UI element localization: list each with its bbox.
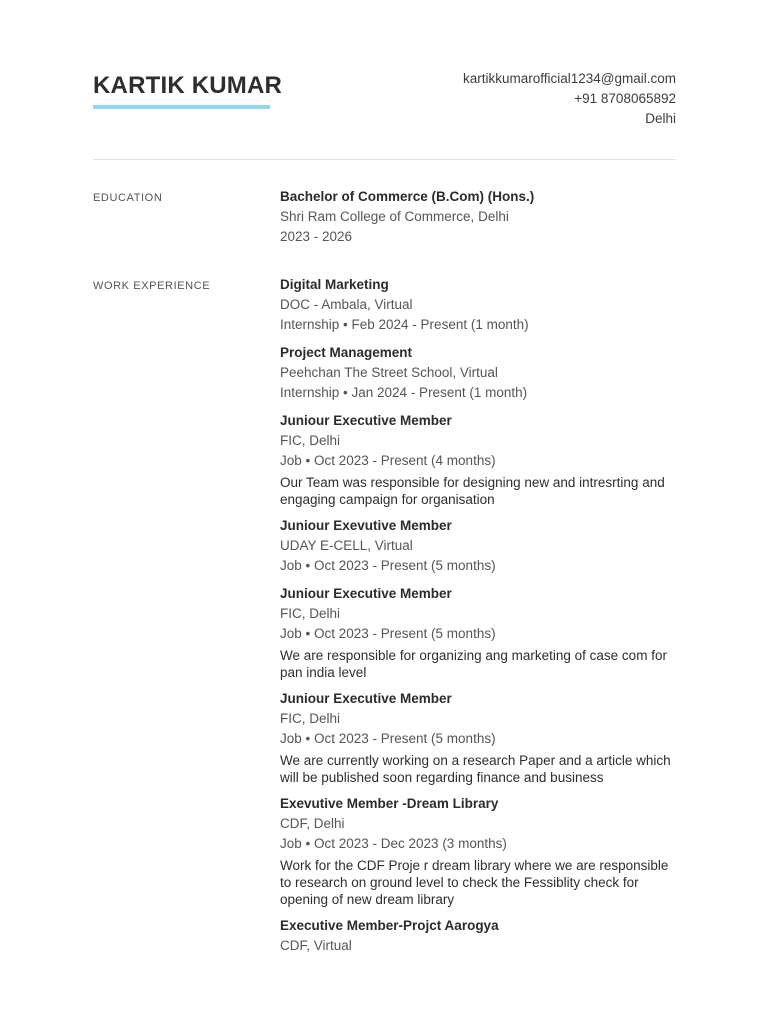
job-description: Work for the CDF Proje r dream library where we are responsible to research on ground level to check the Fessiblity check for opening of new dream library xyxy=(280,858,669,907)
job-organization: DOC - Ambala, Virtual xyxy=(280,297,413,312)
contact-location: Delhi xyxy=(645,111,676,126)
job-description: We are responsible for organizing ang marketing of case com for pan india level xyxy=(280,648,667,680)
job-title: Executive Member-Projct Aarogya xyxy=(280,918,499,933)
work-entry xyxy=(280,516,676,576)
work-experience-label: WORK EXPERIENCE xyxy=(93,280,211,292)
education-section xyxy=(93,187,676,255)
work-entry xyxy=(280,916,676,956)
job-meta: Internship • Feb 2024 - Present (1 month) xyxy=(280,317,529,332)
name-underline-accent xyxy=(93,105,270,109)
job-meta: Job • Oct 2023 - Present (5 months) xyxy=(280,558,496,573)
job-description: We are currently working on a research Paper and a article which will be published soon regarding finance and business xyxy=(280,753,671,785)
work-entry xyxy=(280,275,676,335)
job-organization: FIC, Delhi xyxy=(280,711,341,726)
contact-email: kartikkumarofficial1234@gmail.com xyxy=(462,71,676,86)
contact-phone: +91 8708065892 xyxy=(574,91,676,106)
job-meta: Job • Oct 2023 - Present (4 months) xyxy=(280,453,496,468)
job-meta: Job • Oct 2023 - Present (5 months) xyxy=(280,626,496,641)
resume-header xyxy=(93,0,676,160)
work-entry xyxy=(280,689,676,786)
resume-page xyxy=(93,0,676,1024)
candidate-name: KARTIK KUMAR xyxy=(93,72,283,99)
work-experience-section xyxy=(93,275,676,964)
job-title: Juniour Exevutive Member xyxy=(280,518,452,533)
job-description: Our Team was responsible for designing new and intresrting and engaging campaign for organisation xyxy=(280,475,665,507)
job-title: Juniour Executive Member xyxy=(280,413,452,428)
job-title: Juniour Executive Member xyxy=(280,691,452,706)
education-label: EDUCATION xyxy=(93,192,163,204)
job-organization: Peehchan The Street School, Virtual xyxy=(280,365,498,380)
job-organization: CDF, Delhi xyxy=(280,816,345,831)
job-title: Exevutive Member -Dream Library xyxy=(280,796,499,811)
work-entry xyxy=(280,411,676,508)
work-entry xyxy=(280,794,676,908)
job-organization: CDF, Virtual xyxy=(280,938,352,953)
job-organization: FIC, Delhi xyxy=(280,606,341,621)
work-experience-body xyxy=(280,275,676,964)
job-meta: Internship • Jan 2024 - Present (1 month) xyxy=(280,385,528,400)
education-entry xyxy=(280,187,676,247)
school-name: Shri Ram College of Commerce, Delhi xyxy=(280,209,509,224)
contact-block xyxy=(463,69,676,129)
work-entry xyxy=(280,584,676,681)
job-organization: UDAY E-CELL, Virtual xyxy=(280,538,413,553)
job-title: Juniour Executive Member xyxy=(280,586,452,601)
job-title: Project Management xyxy=(280,345,413,360)
job-title: Digital Marketing xyxy=(280,277,389,292)
job-organization: FIC, Delhi xyxy=(280,433,341,448)
education-years: 2023 - 2026 xyxy=(280,229,353,244)
job-meta: Job • Oct 2023 - Dec 2023 (3 months) xyxy=(280,836,507,851)
education-body xyxy=(280,187,676,255)
degree-title: Bachelor of Commerce (B.Com) (Hons.) xyxy=(280,189,535,204)
work-entry xyxy=(280,343,676,403)
job-meta: Job • Oct 2023 - Present (5 months) xyxy=(280,731,496,746)
